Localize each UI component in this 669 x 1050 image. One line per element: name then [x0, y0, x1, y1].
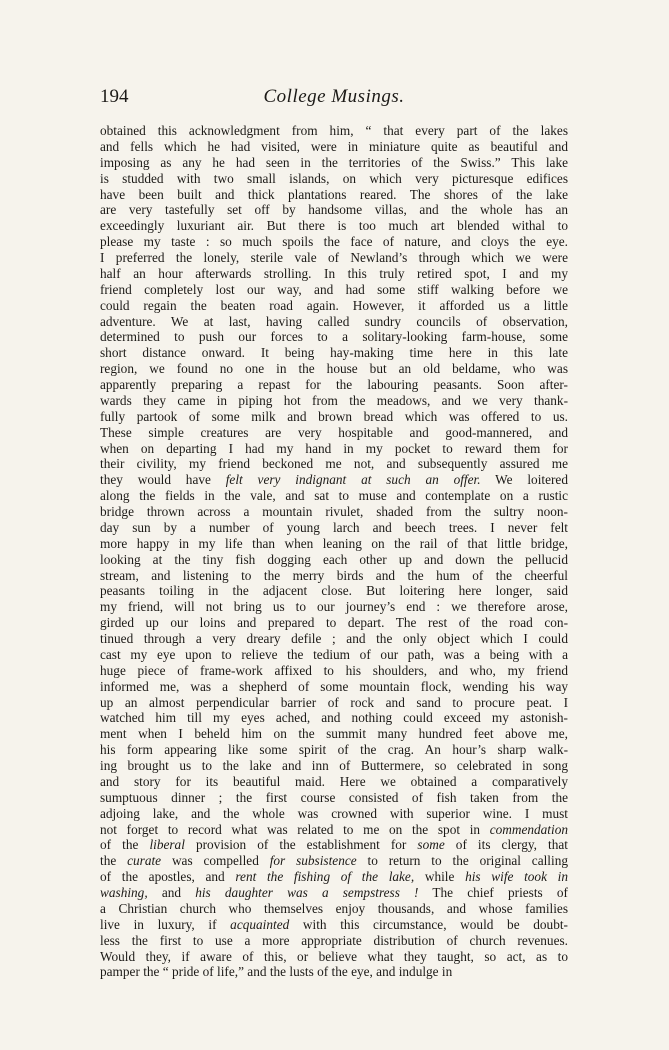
text-line	[100, 853, 568, 869]
text-segment: Would they, if aware of this, or believe what they taught, so act, as to	[100, 948, 568, 964]
text-segment: We loitered	[480, 472, 568, 488]
text-segment: The chief priests of	[418, 885, 568, 900]
text-line	[100, 774, 568, 790]
text-segment: half an hour afterwards strolling. In this truly retired spot, I and my	[100, 265, 568, 281]
text-line	[100, 726, 568, 742]
italic-text: rent the fishing of the lake,	[235, 869, 415, 885]
text-line	[100, 504, 568, 520]
text-segment: exceedingly luxuriant air. But there is too much art blended withal to	[100, 218, 568, 234]
text-segment: their civility, my friend beckoned me not, and subsequently assured me	[100, 456, 568, 472]
text-line	[100, 647, 568, 663]
text-line	[100, 790, 568, 806]
text-segment: his form appearing like some spirit of the crag. An hour’s sharp walk-	[100, 742, 568, 758]
text-segment: live in luxury, if	[100, 916, 231, 932]
italic-text: his daughter was a sempstress !	[195, 885, 419, 900]
page-number: 194	[100, 86, 129, 107]
text-segment: determined to push our forces to a solitary-looking farm-house, some	[100, 329, 568, 345]
text-segment: peasants toiling in the adjacent close. But loitering here longer, said	[100, 583, 568, 599]
text-segment: adjoing lake, and the whole was crowned with superior wine. I must	[100, 805, 568, 821]
text-segment: informed me, was a shepherd of some mountain flock, wending his way	[100, 678, 568, 694]
text-segment: are very tastefully set off by handsome villas, and the whole has an	[100, 202, 568, 218]
italic-text: washing,	[100, 885, 148, 900]
text-segment: could regain the beaten road again. However, it afforded us a little	[100, 297, 568, 313]
text-line	[100, 552, 568, 568]
text-line	[100, 218, 568, 234]
italic-text: curate	[127, 853, 162, 869]
text-line	[100, 615, 568, 631]
text-line	[100, 885, 568, 901]
text-segment: and story for its beautiful maid. Here we obtained a comparatively	[100, 773, 568, 789]
text-segment: of the	[100, 837, 150, 853]
text-segment: apparently preparing a repast for the labouring peasants. Soon after-	[100, 377, 568, 392]
text-segment: of its clergy, that	[444, 837, 568, 853]
text-segment: and	[147, 885, 196, 900]
italic-text: some	[417, 837, 445, 853]
running-title: College Musings.	[263, 86, 405, 107]
text-line	[100, 710, 568, 726]
text-segment: while	[414, 869, 466, 885]
text-segment: huge piece of frame-work affixed to his shoulders, and who, my friend	[100, 662, 568, 678]
text-segment: less the first to use a more appropriate distribution of church revenues.	[100, 932, 568, 948]
text-segment: imposing as any he had seen in the territories of the Swiss.” This lake	[100, 154, 568, 170]
text-line	[100, 266, 568, 282]
text-line	[100, 758, 568, 774]
text-line	[100, 123, 568, 139]
text-line	[100, 568, 568, 584]
text-segment: a Christian church who themselves enjoy thousands, and whose families	[100, 900, 568, 916]
text-line	[100, 425, 568, 441]
text-segment: when on departing I had my hand in my pocket to reward them for	[100, 440, 568, 456]
italic-text: liberal	[149, 837, 185, 853]
text-line	[100, 742, 568, 758]
text-line	[100, 282, 568, 298]
text-segment: with this circumstance, would be doubt-	[289, 916, 568, 932]
text-line	[100, 393, 568, 409]
text-line	[100, 583, 568, 599]
text-line	[100, 933, 568, 949]
text-line	[100, 631, 568, 647]
italic-text: for subsistence	[269, 853, 357, 869]
text-line	[100, 806, 568, 822]
text-segment: fully partook of some milk and brown bread which was offered to us.	[100, 408, 568, 424]
text-segment: have been built and thick plantations reared. The shores of the lake	[100, 186, 568, 202]
text-segment: provision of the establishment for	[184, 837, 418, 853]
text-segment: not forget to record what was related to me on the spot in	[100, 821, 490, 837]
italic-text: felt very indignant at such an offer.	[225, 472, 481, 488]
text-line	[100, 964, 568, 980]
text-segment: region, we found no one in the house but an old beldame, who was	[100, 361, 568, 377]
text-segment: cast my eye upon to relieve the tedium of our path, was a being with a	[100, 646, 568, 662]
text-line	[100, 329, 568, 345]
text-segment: up an almost perpendicular barrier of rock and sand to procure peat. I	[100, 694, 568, 710]
text-segment: day sun by a number of young larch and beech trees. I never felt	[100, 519, 568, 535]
text-segment: bridge thrown across a mountain rivulet, shaded from the sultry noon-	[100, 504, 568, 519]
page-header	[100, 86, 568, 110]
text-segment: obtained this acknowledgment from him, “ that every part of the lakes	[100, 123, 568, 138]
text-line	[100, 663, 568, 679]
text-segment: wards they came in piping hot from the meadows, and we very thank-	[100, 392, 568, 408]
text-line	[100, 917, 568, 933]
text-segment: adventure. We at last, having called sundry councils of observation,	[100, 313, 568, 329]
text-segment: the	[100, 853, 128, 869]
text-line	[100, 441, 568, 457]
text-line	[100, 837, 568, 853]
text-line	[100, 536, 568, 552]
text-segment: and fells which he had visited, were in miniature quite as beautiful and	[100, 138, 568, 154]
text-segment: tinued through a very dreary defile ; and the only object which I could	[100, 631, 568, 646]
text-line	[100, 202, 568, 218]
text-segment: of the apostles, and	[100, 869, 236, 885]
text-segment: ment when I beheld him on the summit many hundred feet above me,	[100, 726, 568, 742]
body-text	[100, 123, 568, 980]
text-segment: These simple creatures are very hospitable and good-mannered, and	[100, 424, 568, 440]
text-segment: looking at the tiny fish dogging each other up and down the pellucid	[100, 551, 568, 567]
text-line	[100, 409, 568, 425]
text-line	[100, 901, 568, 917]
text-segment: friend completely lost our way, and had some stiff walking before we	[100, 281, 568, 297]
text-segment: they would have	[100, 472, 226, 488]
text-segment: stream, and listening to the merry birds and the hum of the cheerful	[100, 567, 568, 583]
text-segment: is studded with two small islands, on which very picturesque edifices	[100, 170, 568, 186]
text-line	[100, 345, 568, 361]
italic-text: acquainted	[230, 916, 290, 932]
text-segment: to return to the original calling	[356, 853, 568, 869]
text-line	[100, 377, 568, 393]
text-line	[100, 488, 568, 504]
text-line	[100, 171, 568, 187]
text-line	[100, 234, 568, 250]
text-line	[100, 456, 568, 472]
text-line	[100, 472, 568, 488]
text-segment: more happy in my life than when leaning on the rail of that little bridge,	[100, 535, 568, 551]
text-segment: my friend, will not bring us to our journey’s end : we therefore arose,	[100, 599, 568, 615]
text-line	[100, 869, 568, 885]
text-line	[100, 314, 568, 330]
text-line	[100, 361, 568, 377]
text-line	[100, 250, 568, 266]
text-line	[100, 520, 568, 536]
text-line	[100, 679, 568, 695]
text-segment: ing brought us to the lake and inn of Buttermere, so celebrated in song	[100, 758, 568, 773]
text-segment: I preferred the lonely, sterile vale of Newland’s through which we were	[100, 250, 568, 265]
text-segment: along the fields in the vale, and sat to muse and contemplate on a rustic	[100, 488, 568, 504]
text-line	[100, 298, 568, 314]
text-segment: sumptuous dinner ; the first course consisted of fish taken from the	[100, 789, 568, 805]
text-line	[100, 695, 568, 711]
text-line	[100, 139, 568, 155]
text-line	[100, 822, 568, 838]
text-segment: girded up our loins and prepared to depart. The rest of the road con-	[100, 615, 568, 631]
text-line	[100, 155, 568, 171]
text-segment: pamper the “ pride of life,” and the lusts of the eye, and indulge in	[100, 964, 453, 980]
text-segment: short distance onward. It being hay-making time here in this late	[100, 345, 568, 361]
italic-text: commendation	[489, 821, 568, 837]
italic-text: his wife took in	[465, 869, 568, 885]
text-line	[100, 599, 568, 615]
text-segment: watched him till my eyes ached, and nothing could exceed my astonish-	[100, 710, 568, 726]
text-line	[100, 187, 568, 203]
text-segment: was compelled	[161, 853, 270, 869]
text-segment: please my taste : so much spoils the face of nature, and cloys the eye.	[100, 234, 568, 250]
text-line	[100, 949, 568, 965]
